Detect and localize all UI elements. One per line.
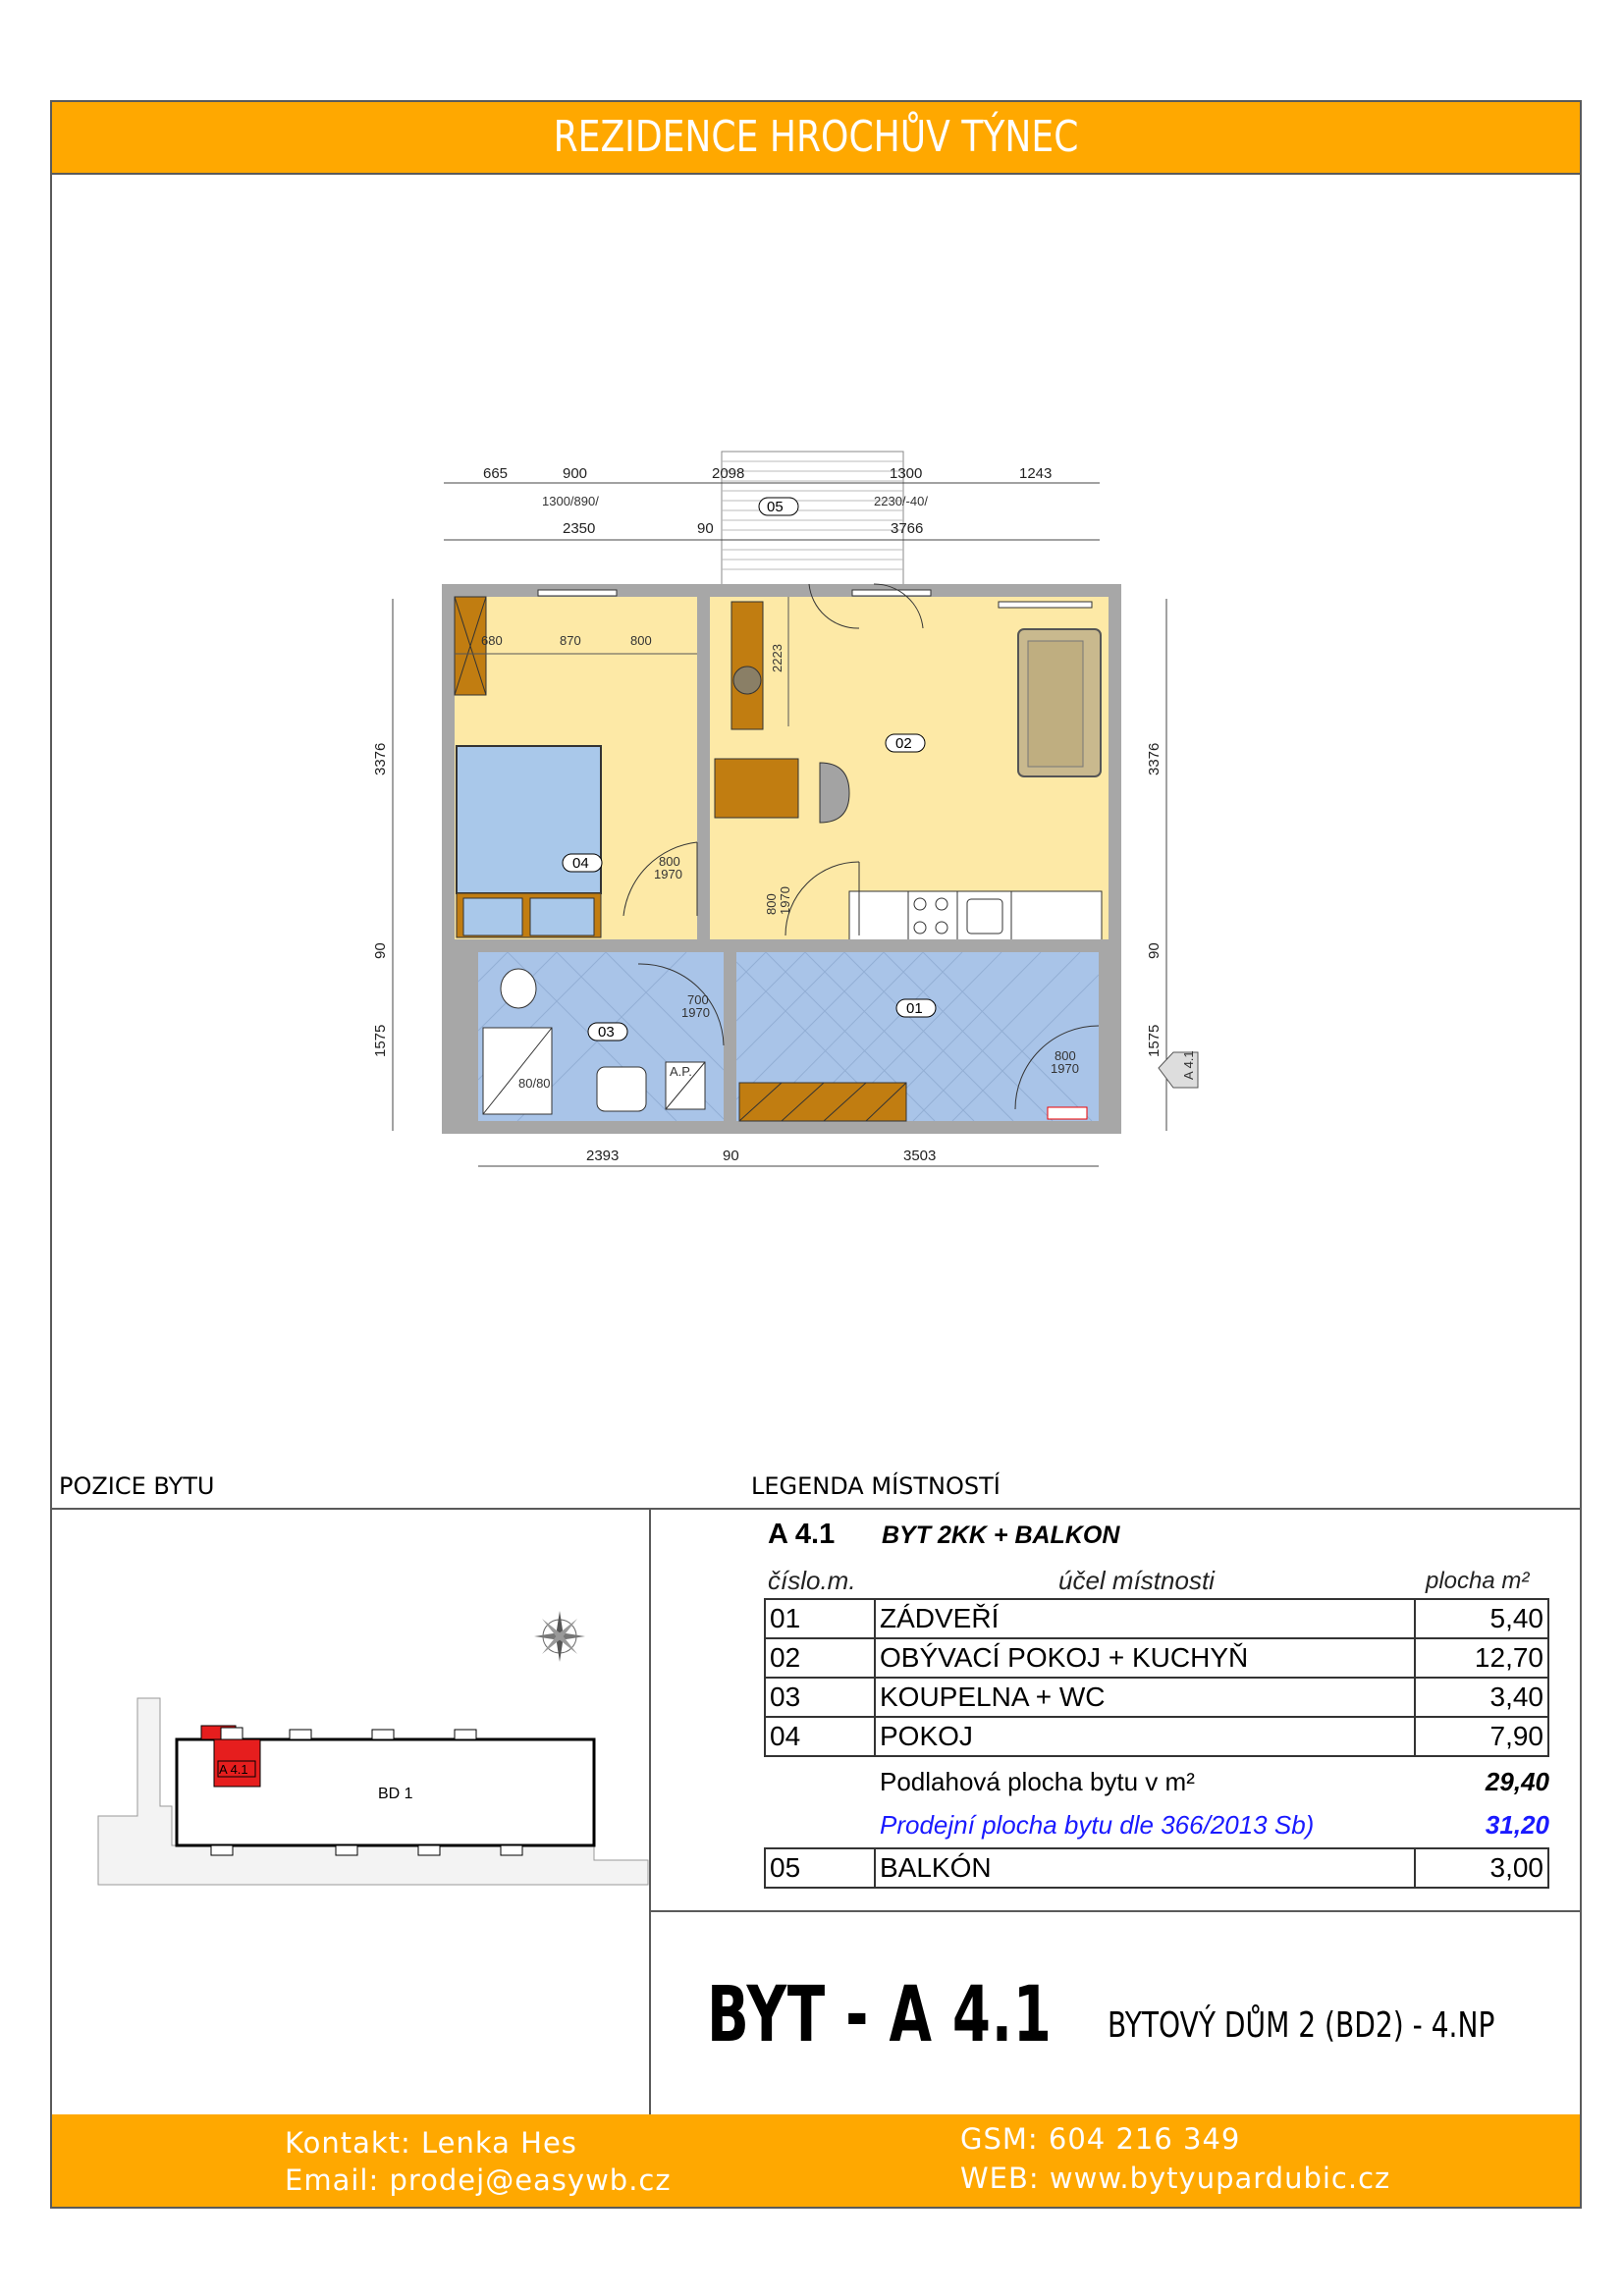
door-4-h: 1970 bbox=[1051, 1061, 1079, 1076]
room-name: ZÁDVEŘÍ bbox=[875, 1599, 1415, 1638]
dim-left-1: 3376 bbox=[372, 742, 389, 775]
table-row bbox=[765, 1848, 1548, 1888]
dim-left-2: 90 bbox=[372, 942, 389, 959]
unit-title: BYT - A 4.1 bbox=[707, 1971, 1053, 2059]
dim-top3-1: 2350 bbox=[563, 520, 596, 537]
floor-area-value: 29,40 bbox=[1485, 1767, 1549, 1796]
sale-area-label: Prodejní plocha bytu dle 366/2013 Sb) bbox=[880, 1810, 1315, 1840]
rooms-table bbox=[764, 1598, 1549, 1757]
balcony-table bbox=[764, 1847, 1549, 1889]
room-label-05: 05 bbox=[767, 499, 784, 515]
room-name: POKOJ bbox=[875, 1717, 1415, 1756]
dim-inner-2: 870 bbox=[560, 633, 581, 648]
email-link[interactable]: Email: prodej@easywb.cz bbox=[285, 2163, 672, 2197]
room-num: 02 bbox=[765, 1638, 875, 1678]
table-row bbox=[765, 1599, 1548, 1638]
room-num: 04 bbox=[765, 1717, 875, 1756]
door-2-h: 1970 bbox=[778, 886, 792, 915]
position-label: POZICE BYTU bbox=[59, 1472, 215, 1500]
dim-bottom-2: 90 bbox=[723, 1148, 739, 1164]
floor-area-label: Podlahová plocha bytu v m² bbox=[880, 1767, 1195, 1796]
dim-left-3: 1575 bbox=[372, 1024, 389, 1057]
room-label-04: 04 bbox=[572, 855, 589, 872]
dim-inner-4: 2223 bbox=[770, 644, 784, 672]
floor-plan bbox=[372, 432, 1196, 1198]
table-row bbox=[765, 1717, 1548, 1756]
divider-top bbox=[52, 1508, 1580, 1510]
legend-code: A 4.1 bbox=[768, 1519, 836, 1550]
room-label-02: 02 bbox=[895, 735, 912, 752]
unit-label: A 4.1 bbox=[219, 1762, 248, 1777]
dim-top3-3: 3766 bbox=[891, 520, 924, 537]
dim-top-2: 900 bbox=[563, 465, 588, 482]
room-num: 05 bbox=[765, 1848, 875, 1888]
dim-top-4: 1300 bbox=[890, 465, 923, 482]
divider-vertical bbox=[649, 1509, 651, 2114]
contact-text: Kontakt: Lenka Hes bbox=[285, 2126, 577, 2160]
dim-top3-2: 90 bbox=[697, 520, 714, 537]
col-num-header: číslo.m. bbox=[768, 1566, 856, 1595]
dim-inner-3: 800 bbox=[630, 633, 652, 648]
room-area: 3,40 bbox=[1415, 1678, 1548, 1717]
sale-area-value: 31,20 bbox=[1485, 1810, 1549, 1840]
dim-right-3: 1575 bbox=[1146, 1024, 1163, 1057]
dim-right-2: 90 bbox=[1146, 942, 1163, 959]
legend-type: BYT 2KK + BALKON bbox=[882, 1522, 1120, 1549]
header-banner bbox=[52, 102, 1580, 175]
shower-size: 80/80 bbox=[518, 1076, 551, 1091]
dim-right-1: 3376 bbox=[1146, 742, 1163, 775]
dim-top-1: 665 bbox=[483, 465, 509, 482]
gsm-text: GSM: 604 216 349 bbox=[960, 2122, 1241, 2156]
room-area: 12,70 bbox=[1415, 1638, 1548, 1678]
balcony bbox=[722, 452, 903, 586]
room-name: BALKÓN bbox=[875, 1848, 1415, 1888]
footer-banner bbox=[52, 2114, 1580, 2207]
door-2-w: 800 bbox=[764, 893, 779, 915]
door-3-h: 1970 bbox=[681, 1005, 710, 1020]
door-3-w: 700 bbox=[687, 992, 709, 1007]
ap-label: A.P. bbox=[670, 1064, 692, 1079]
dim-bottom-3: 3503 bbox=[903, 1148, 937, 1164]
dim-inner-1: 680 bbox=[481, 633, 503, 648]
col-area-header: plocha m² bbox=[1426, 1568, 1530, 1594]
building-label: BD 1 bbox=[378, 1786, 413, 1802]
room-label-01: 01 bbox=[906, 1000, 923, 1017]
dim-top-5: 1243 bbox=[1019, 465, 1053, 482]
dim-top2-1: 1300/890/ bbox=[542, 494, 599, 508]
divider-middle bbox=[650, 1910, 1580, 1912]
room-name: KOUPELNA + WC bbox=[875, 1678, 1415, 1717]
col-purpose-header: účel místnosti bbox=[1058, 1566, 1215, 1595]
dim-top-3: 2098 bbox=[712, 465, 745, 482]
room-area: 3,00 bbox=[1415, 1848, 1548, 1888]
table-row bbox=[765, 1638, 1548, 1678]
web-link[interactable]: WEB: www.bytyupardubic.cz bbox=[960, 2162, 1391, 2195]
room-num: 03 bbox=[765, 1678, 875, 1717]
room-area: 5,40 bbox=[1415, 1599, 1548, 1638]
room-area: 7,90 bbox=[1415, 1717, 1548, 1756]
legend-label: LEGENDA MÍSTNOSTÍ bbox=[751, 1472, 1001, 1500]
room-name: OBÝVACÍ POKOJ + KUCHYŇ bbox=[875, 1638, 1415, 1678]
table-row bbox=[765, 1678, 1548, 1717]
dim-top2-2: 2230/-40/ bbox=[874, 494, 928, 508]
dim-bottom-1: 2393 bbox=[586, 1148, 620, 1164]
site-plan bbox=[54, 1512, 643, 2110]
door-4-w: 800 bbox=[1055, 1048, 1076, 1063]
entry-marker: A 4.1 bbox=[1181, 1050, 1196, 1080]
room-label-03: 03 bbox=[598, 1024, 615, 1041]
compass-icon bbox=[534, 1611, 585, 1662]
door-1-h: 1970 bbox=[654, 867, 682, 881]
room-num: 01 bbox=[765, 1599, 875, 1638]
door-1-w: 800 bbox=[659, 854, 680, 869]
project-title: REZIDENCE HROCHŮV TÝNEC bbox=[553, 112, 1079, 162]
unit-subtitle: BYTOVÝ DŮM 2 (BD2) - 4.NP bbox=[1108, 2005, 1495, 2046]
